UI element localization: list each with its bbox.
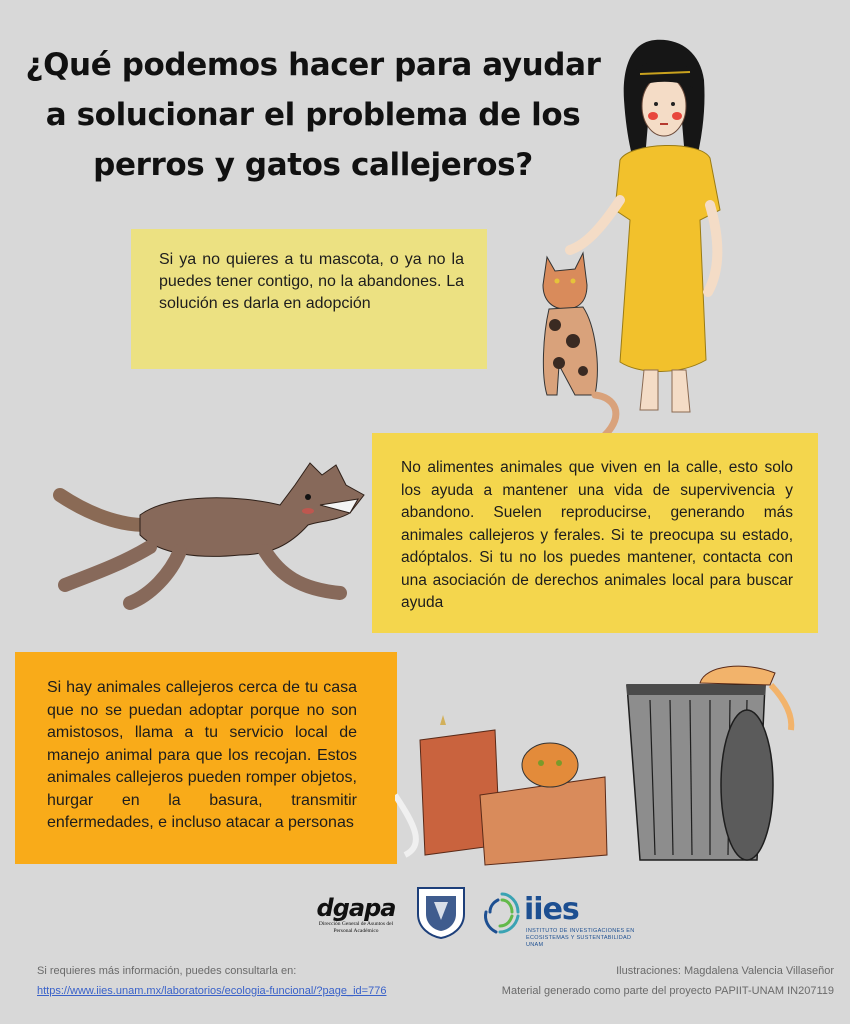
- iies-subtitle: INSTITUTO DE INVESTIGACIONES EN ECOSISTEMAS Y SUSTENTABILIDAD UNAM: [526, 928, 635, 948]
- project-credit: Material generado como parte del proyecto PAPIIT-UNAM IN207119: [501, 985, 834, 997]
- tip-box-feeding: [372, 433, 818, 633]
- tip-box-adoption: [131, 229, 487, 369]
- tip-box-animal-control: [15, 652, 397, 864]
- footer-credits: [414, 961, 834, 1001]
- info-link[interactable]: https://www.iies.unam.mx/laboratorios/ecologia-funcional/?page_id=776: [37, 985, 387, 997]
- tip-text: No alimentes animales que viven en la calle, esto solo los ayuda a mantener una vida de supervivencia y abandono. Suelen reproducirse, generando más animales callejeros y ferales. Si te preocupa su estado, adóptalos. Si tu no los puedes mantener, contacta con una asociación de derechos animales local para buscar ayuda: [401, 459, 793, 611]
- page-title: ¿Qué podemos hacer para ayudar a solucionar el problema de los perros y gatos callejeros?: [25, 47, 601, 183]
- unam-seal-icon: [414, 884, 468, 940]
- dgapa-subtitle: Dirección General de Asuntos del Personal Académico: [318, 921, 394, 934]
- dog-illustration: [50, 455, 370, 615]
- iies-swirl-icon: [480, 888, 524, 938]
- tip-text: Si hay animales callejeros cerca de tu casa que no se puedan adoptar porque no son amistosos, llama a tu servicio local de manejo animal para que los recojan. Estos animales callejeros pueden romper objetos, hurgar en la basura, transmitir enfermedades, e incluso atacar a personas: [47, 679, 357, 831]
- dgapa-wordmark: dgapa: [316, 894, 396, 922]
- dgapa-logo: [316, 895, 396, 935]
- footer-info: [37, 961, 397, 1001]
- illustrations-credit: Ilustraciones: Magdalena Valencia Villaseñor: [616, 965, 834, 977]
- tip-text: Si ya no quieres a tu mascota, o ya no la puedes tener contigo, no la abandones. La solución es darla en adopción: [159, 251, 464, 312]
- iies-logo: [480, 880, 650, 955]
- info-text: Si requieres más información, puedes consultarla en:: [37, 965, 297, 977]
- trash-scene-illustration: [395, 655, 815, 875]
- cat-illustration: [535, 245, 635, 445]
- iies-wordmark: iies: [524, 892, 579, 927]
